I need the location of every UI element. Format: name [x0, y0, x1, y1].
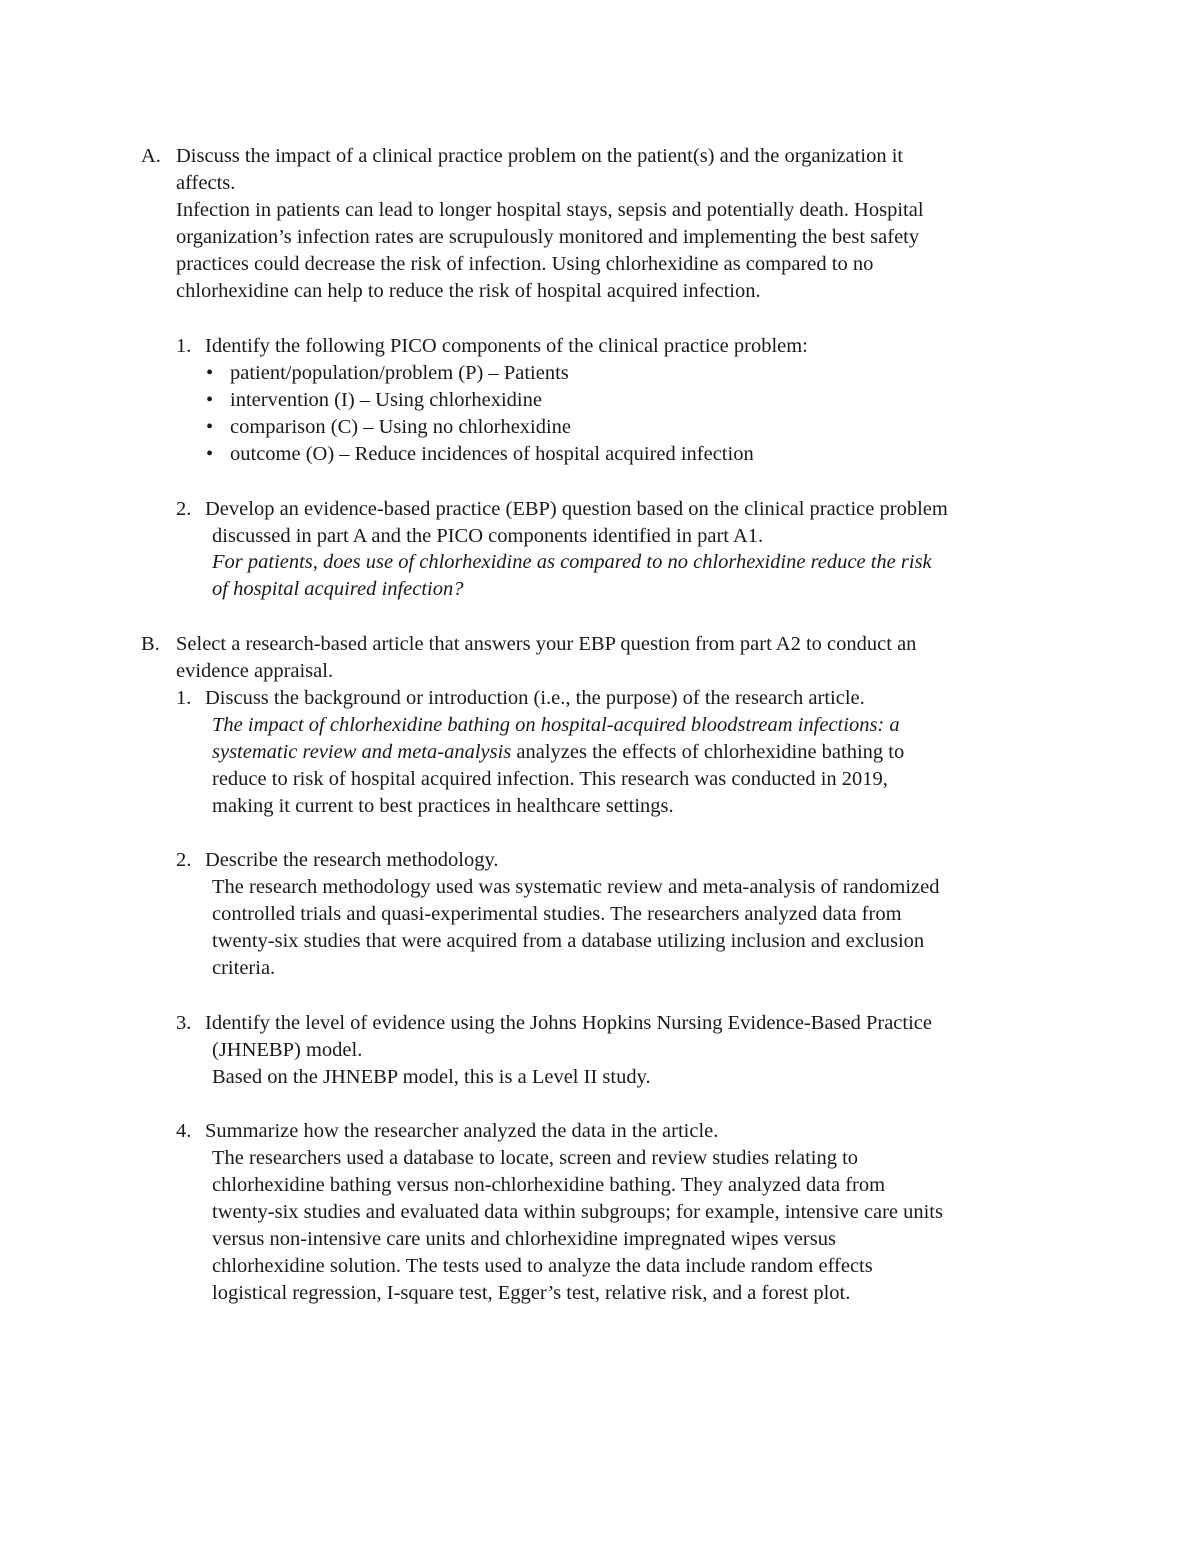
item-b1-answer-line: reduce to risk of hospital acquired infection. This research was conducted in 2019,: [212, 768, 888, 790]
item-b4-answer-line: chlorhexidine bathing versus non-chlorhexidine bathing. They analyzed data from: [212, 1174, 886, 1196]
item-b4-prompt: Summarize how the researcher analyzed the data in the article.: [205, 1120, 719, 1142]
item-a2-prompt-line: discussed in part A and the PICO components identified in part A1.: [212, 525, 764, 547]
section-a-answer-line: organization’s infection rates are scrupulously monitored and implementing the best safety: [176, 226, 920, 248]
item-a2-marker: 2.: [176, 498, 192, 520]
item-b4-marker: 4.: [176, 1120, 192, 1142]
bullet-icon: •: [206, 362, 214, 384]
article-title-line: The impact of chlorhexidine bathing on hospital-acquired bloodstream infections: a: [212, 714, 900, 736]
section-a-prompt-line: Discuss the impact of a clinical practice problem on the patient(s) and the organization it: [176, 145, 904, 167]
section-a-prompt-line: affects.: [176, 172, 236, 194]
item-b4-answer-line: versus non-intensive care units and chlorhexidine impregnated wipes versus: [212, 1228, 836, 1250]
item-a2-prompt-line: Develop an evidence-based practice (EBP) question based on the clinical practice problem: [205, 498, 948, 520]
item-a1-prompt: Identify the following PICO components of the clinical practice problem:: [205, 335, 808, 357]
section-a-answer-line: Infection in patients can lead to longer hospital stays, sepsis and potentially death. Hospital: [176, 199, 924, 221]
pico-intervention: intervention (I) – Using chlorhexidine: [230, 389, 542, 411]
item-b3-answer: Based on the JHNEBP model, this is a Level II study.: [212, 1066, 651, 1088]
item-b1-prompt: Discuss the background or introduction (i.e., the purpose) of the research article.: [205, 687, 865, 709]
section-a-marker: A.: [141, 145, 161, 167]
section-b-prompt-line: evidence appraisal.: [176, 660, 334, 682]
item-b4-answer-line: logistical regression, I-square test, Egger’s test, relative risk, and a forest plot.: [212, 1282, 851, 1304]
item-b2-prompt: Describe the research methodology.: [205, 849, 499, 871]
pico-comparison: comparison (C) – Using no chlorhexidine: [230, 416, 572, 438]
item-b1-answer-line: making it current to best practices in healthcare settings.: [212, 795, 674, 817]
item-b1-answer-line: [212, 739, 904, 766]
ebp-question-line: For patients, does use of chlorhexidine as compared to no chlorhexidine reduce the risk: [212, 551, 932, 573]
section-b-prompt-line: Select a research-based article that answers your EBP question from part A2 to conduct an: [176, 633, 917, 655]
ebp-question-line: of hospital acquired infection?: [212, 578, 464, 600]
bullet-icon: •: [206, 389, 214, 411]
item-b2-answer-line: controlled trials and quasi-experimental studies. The researchers analyzed data from: [212, 903, 902, 925]
section-b-marker: B.: [141, 633, 160, 655]
item-b2-answer-line: The research methodology used was systematic review and meta-analysis of randomized: [212, 876, 940, 898]
item-b4-answer-line: twenty-six studies and evaluated data within subgroups; for example, intensive care units: [212, 1201, 943, 1223]
item-b3-prompt-line: (JHNEBP) model.: [212, 1039, 363, 1061]
item-b1-marker: 1.: [176, 687, 192, 709]
pico-population: patient/population/problem (P) – Patients: [230, 362, 569, 384]
section-a-answer-line: practices could decrease the risk of infection. Using chlorhexidine as compared to no: [176, 253, 874, 275]
pico-outcome: outcome (O) – Reduce incidences of hospital acquired infection: [230, 443, 754, 465]
bullet-icon: •: [206, 443, 214, 465]
bullet-icon: •: [206, 416, 214, 438]
item-b4-answer-line: chlorhexidine solution. The tests used to analyze the data include random effects: [212, 1255, 873, 1277]
item-b2-answer-line: twenty-six studies that were acquired from a database utilizing inclusion and exclusion: [212, 930, 925, 952]
item-a1-marker: 1.: [176, 335, 192, 357]
item-b4-answer-line: The researchers used a database to locate, screen and review studies relating to: [212, 1147, 859, 1169]
item-b3-prompt-line: Identify the level of evidence using the Johns Hopkins Nursing Evidence-Based Practice: [205, 1012, 932, 1034]
item-b2-marker: 2.: [176, 849, 192, 871]
item-b1-answer-text: analyzes the effects of chlorhexidine bathing to: [511, 741, 905, 763]
item-b3-marker: 3.: [176, 1012, 192, 1034]
section-a-answer-line: chlorhexidine can help to reduce the risk of hospital acquired infection.: [176, 280, 761, 302]
item-b2-answer-line: criteria.: [212, 957, 276, 979]
article-title-line: systematic review and meta-analysis: [212, 741, 512, 763]
